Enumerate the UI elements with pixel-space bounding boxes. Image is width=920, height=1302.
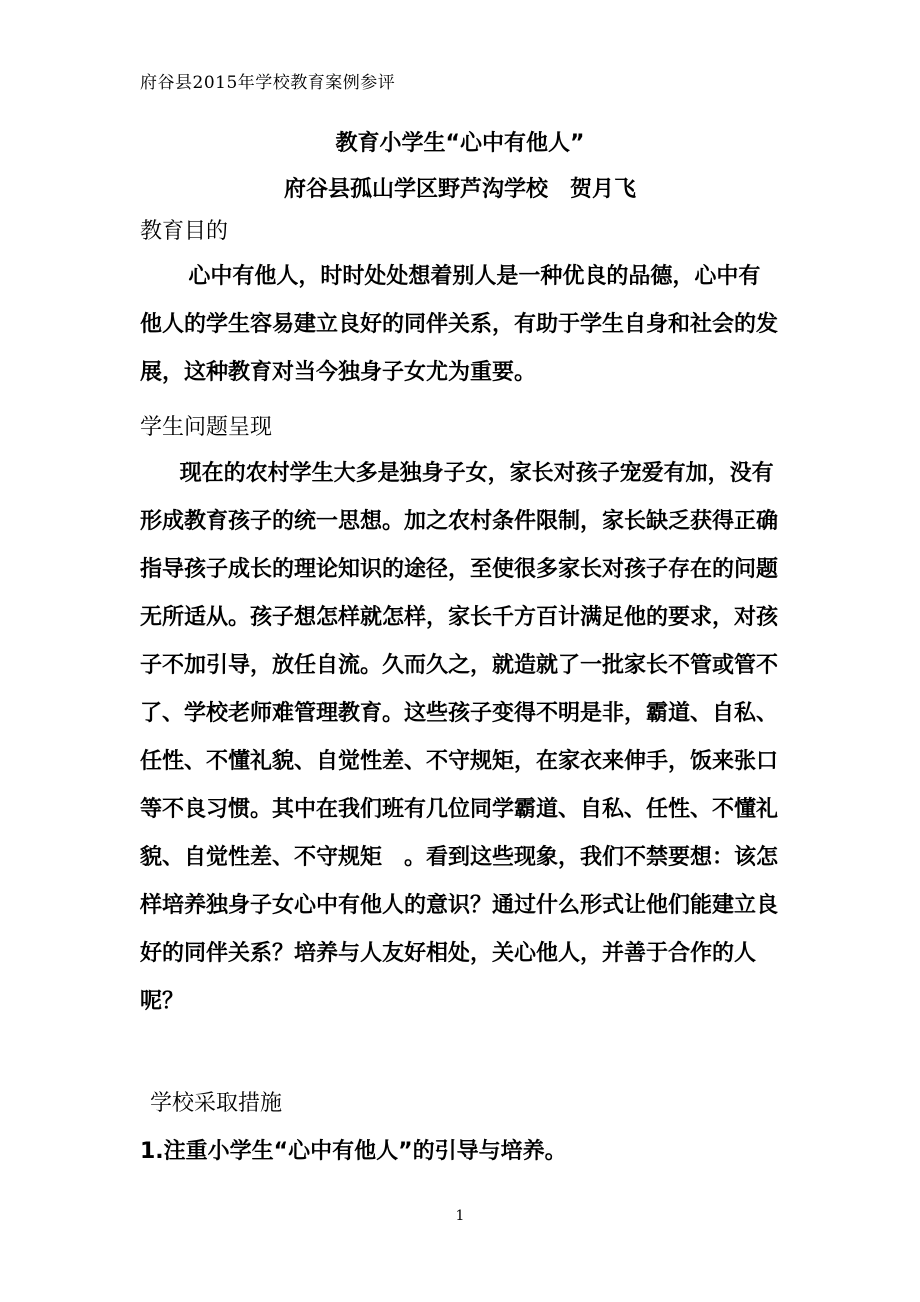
problem-paragraph: 现在的农村学生大多是独身子女，家长对孩子宠爱有加，没有形成教育孩子的统一思想。加之农村条件限制，家长缺乏获得正确指导孩子成长的理论知识的途径，至使很多家长对孩子存在的问题无所适从。孩子想怎样就怎样，家长千方百计满足他的要求，对孩子不加引导，放任自流。久而久之，就造就了一批家长不管或管不了、学校老师难管理教育。这些孩子变得不明是非，霸道、自私、任性、不懂礼貌、自觉性差、不守规矩，在家衣来伸手，饭来张口等不良习惯。其中在我们班有几位同学霸道、自私、任性、不懂礼貌、自觉性差、不守规矩 。看到这些现象，我们不禁要想：该怎样培养独身子女心中有他人的意识？通过什么形式让他们能建立良好的同伴关系？培养与人友好相处，关心他人，并善于合作的人呢？	[140, 461, 779, 1014]
goal-paragraph: 心中有他人，时时处处想着别人是一种优良的品德，心中有他人的学生容易建立良好的同伴关系，有助于学生自身和社会的发展，这种教育对当今独身子女尤为重要。	[140, 264, 779, 385]
document-header: 府谷县2015年学校教育案例参评	[140, 73, 396, 93]
section-heading-goal: 教育目的	[140, 219, 229, 244]
document-title: 教育小学生“心中有他人”	[335, 131, 585, 156]
measure-item-1: 1.注重小学生“心中有他人”的引导与培养。	[140, 1139, 567, 1164]
page-number: 1	[455, 1208, 465, 1224]
section-heading-measures: 学校采取措施	[150, 1091, 283, 1116]
author-line: 府谷县孤山学区野芦沟学校 贺月飞	[283, 177, 636, 202]
section-heading-problem: 学生问题呈现	[140, 415, 273, 440]
